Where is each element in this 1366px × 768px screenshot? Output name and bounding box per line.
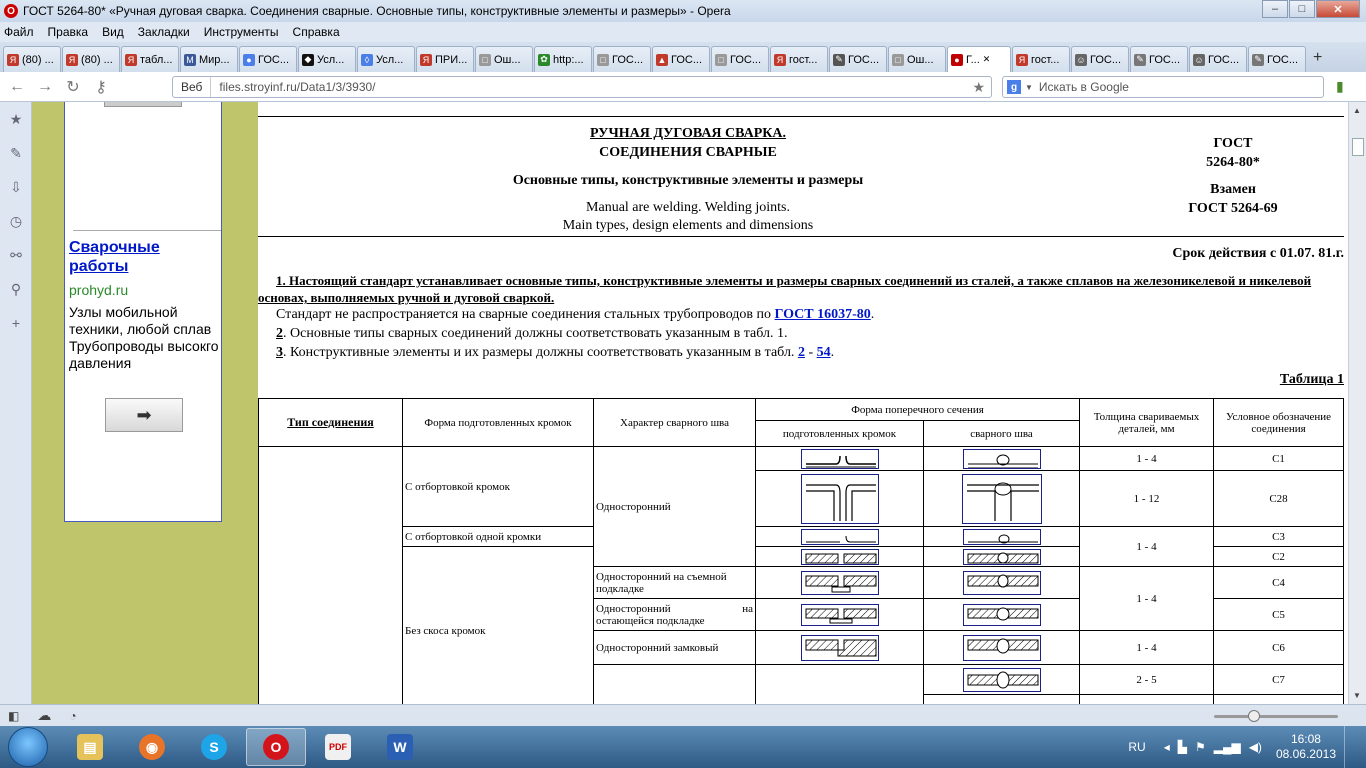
tab-label: (80) ... xyxy=(81,53,113,66)
language-indicator[interactable]: RU xyxy=(1128,740,1146,754)
code-c6: С6 xyxy=(1214,631,1344,665)
header-weld-seam: сварного шва xyxy=(924,421,1080,447)
taskbar-firefox[interactable] xyxy=(122,728,182,766)
url-text[interactable]: files.stroyinf.ru/Data1/3/3930/ xyxy=(219,80,376,94)
menu-edit[interactable]: Правка xyxy=(47,25,89,39)
doc-english-subtitle: Main types, design elements and dimensions xyxy=(562,218,814,233)
gost-number: 5264-80* xyxy=(1206,155,1260,170)
table-label: Таблица 1 xyxy=(1279,372,1344,387)
status-bar xyxy=(0,704,1366,726)
tab-favicon-icon: Я xyxy=(420,54,432,66)
edge-no-bevel: Без скоса кромок xyxy=(403,547,594,705)
clock-time: 16:08 xyxy=(1290,732,1321,746)
olive-margin-right xyxy=(224,102,258,704)
signal-bars-icon[interactable]: ▂▄▆ xyxy=(1213,740,1241,754)
code-c5: С5 xyxy=(1214,599,1344,631)
tab-label: гост... xyxy=(1031,53,1060,66)
seam-lock: Односторонний замковый xyxy=(594,631,756,665)
tab-label: ГОС... xyxy=(1090,53,1122,66)
menu-bar xyxy=(0,22,1366,42)
drawing-edges-c3 xyxy=(801,529,879,545)
header-joint-type: Тип соединения xyxy=(259,399,403,447)
thickness-c3-c2: 1 - 4 xyxy=(1080,527,1214,567)
tab-0[interactable] xyxy=(3,46,61,72)
skype-icon: S xyxy=(201,734,227,760)
clock-date: 08.06.2013 xyxy=(1275,747,1336,761)
tab-favicon-icon: М xyxy=(184,54,196,66)
p4-text: . Конструктивные элементы и их размеры должны соответствовать указанным в табл. xyxy=(283,345,798,360)
tab-4[interactable] xyxy=(239,46,297,72)
tab-favicon-icon: □ xyxy=(597,54,609,66)
drawing-seam-c2 xyxy=(963,549,1041,565)
drawing-seam-c7 xyxy=(963,668,1041,692)
gost-label: ГОСТ xyxy=(1213,136,1253,151)
header-thickness: Толщина свариваемых деталей, мм xyxy=(1080,399,1214,447)
bookmarks-star-icon[interactable]: ★ xyxy=(9,110,23,127)
p4-number: 3 xyxy=(276,345,283,360)
drawing-edges-c2 xyxy=(801,549,879,565)
tab-favicon-icon: Я xyxy=(774,54,786,66)
code-c4: С4 xyxy=(1214,567,1344,599)
tab-18[interactable] xyxy=(1071,46,1129,72)
ad-divider xyxy=(73,230,221,231)
side-panel xyxy=(0,102,32,704)
drawing-seam-c4 xyxy=(963,571,1041,595)
tab-label: ПРИ... xyxy=(435,53,468,66)
tab-9[interactable] xyxy=(534,46,592,72)
table-54-link[interactable]: 54 xyxy=(816,345,831,360)
notes-icon[interactable]: ✎ xyxy=(10,144,22,161)
zoom-slider-knob[interactable] xyxy=(1248,710,1260,722)
search-placeholder[interactable]: Искать в Google xyxy=(1038,80,1129,94)
clock[interactable] xyxy=(1276,732,1336,762)
tab-label: ГОС... xyxy=(612,53,644,66)
paragraph-4: 3. Конструктивные элементы и их размеры должны соответствовать указанным в табл. 2 - 54. xyxy=(276,345,835,360)
tab-favicon-icon: ✎ xyxy=(833,54,845,66)
thickness-c28: 1 - 12 xyxy=(1080,471,1214,527)
tab-close-icon[interactable]: ✕ xyxy=(982,54,991,64)
tab-favicon-icon: ✎ xyxy=(1252,54,1264,66)
tab-1[interactable] xyxy=(62,46,120,72)
validity-date: Срок действия с 01.07. 81.г. xyxy=(1172,246,1344,261)
seam-next-cell xyxy=(924,695,1080,705)
ad-block xyxy=(64,102,222,522)
tab-15[interactable] xyxy=(888,46,946,72)
tab-10[interactable] xyxy=(593,46,651,72)
thickness-c6: 1 - 4 xyxy=(1080,631,1214,665)
taskbar-explorer[interactable] xyxy=(60,728,120,766)
drawing-edges-c1 xyxy=(801,449,879,469)
p3-text: . Основные типы сварных соединений должны соответствовать указанным в табл. 1. xyxy=(283,326,788,341)
drawing-seam-c28 xyxy=(962,474,1042,524)
olive-margin xyxy=(32,102,62,704)
tab-label: гост... xyxy=(789,53,818,66)
tab-label: Ош... xyxy=(494,53,521,66)
tab-label: ГОС... xyxy=(1149,53,1181,66)
search-icon[interactable]: ⚲ xyxy=(10,280,22,297)
start-button[interactable] xyxy=(8,727,48,767)
google-icon[interactable]: g xyxy=(1007,80,1021,94)
thickness-c7: 2 - 5 xyxy=(1080,665,1214,695)
seam-cell-empty xyxy=(594,665,756,705)
paragraph-2: Стандарт не распространяется на сварные соединения стальных трубопроводов по ГОСТ 16037-80. xyxy=(276,307,875,322)
tab-favicon-icon: ● xyxy=(951,54,963,66)
tab-favicon-icon: □ xyxy=(892,54,904,66)
tab-label: ГОС... xyxy=(1267,53,1299,66)
new-tab-button[interactable]: + xyxy=(1313,49,1323,66)
code-c1: С1 xyxy=(1214,447,1344,471)
menu-tools[interactable]: Инструменты xyxy=(203,25,279,39)
pdf-icon: PDF xyxy=(325,734,351,760)
replace-label: Взамен xyxy=(1210,182,1256,197)
joints-table xyxy=(258,398,1344,704)
tab-favicon-icon: Я xyxy=(1016,54,1028,66)
code-c28: С28 xyxy=(1214,471,1344,527)
drawing-seam-c6 xyxy=(963,635,1041,661)
drawing-edges-c6 xyxy=(801,635,879,661)
taskbar-opera[interactable] xyxy=(246,728,306,766)
document-content xyxy=(258,102,1348,704)
tab-label: ГОС... xyxy=(730,53,762,66)
signal-icon: ▮ xyxy=(1336,78,1344,94)
joint-type-cell xyxy=(259,447,403,705)
volume-icon[interactable]: ◀) xyxy=(1248,740,1262,754)
seam-remaining-backing: Односторонний на остающейся подкладке xyxy=(594,599,756,631)
tab-favicon-icon: ✎ xyxy=(1134,54,1146,66)
tab-7[interactable] xyxy=(416,46,474,72)
tab-5[interactable] xyxy=(298,46,356,72)
windows-taskbar xyxy=(0,726,1366,768)
tab-favicon-icon: ▲ xyxy=(657,54,667,65)
header-cross-section: Форма поперечного сечения xyxy=(756,399,1080,421)
tab-16[interactable] xyxy=(947,46,1011,72)
links-icon[interactable]: ⚯ xyxy=(10,246,22,263)
tab-14[interactable] xyxy=(829,46,887,72)
tab-label: http:... xyxy=(553,53,584,66)
back-icon[interactable]: ← xyxy=(9,77,25,95)
search-field[interactable]: g ▼ Искать в Google xyxy=(1002,76,1324,98)
maximize-button[interactable]: □ xyxy=(1289,0,1315,18)
doc-title-line1: РУЧНАЯ ДУГОВАЯ СВАРКА. xyxy=(589,126,787,141)
window-title: ГОСТ 5264-80* «Ручная дуговая сварка. Соединения сварные. Основные типы, конструктивные элементы и размеры» - Opera xyxy=(23,4,731,18)
replace-number: ГОСТ 5264-69 xyxy=(1188,201,1278,216)
tab-19[interactable] xyxy=(1130,46,1188,72)
vertical-scrollbar[interactable]: ▲ ▼ xyxy=(1348,102,1366,704)
ad-title-link[interactable]: Сварочные работы xyxy=(69,239,160,275)
show-desktop-button[interactable] xyxy=(1344,726,1356,768)
bookmark-star-icon[interactable]: ★ xyxy=(972,78,985,95)
panel-toggle-icon[interactable]: ◧ xyxy=(8,708,20,723)
edge-flanged-both: С отбортовкой кромок xyxy=(403,447,594,527)
menu-help[interactable]: Справка xyxy=(292,25,340,39)
header-edge-form: Форма подготовленных кромок xyxy=(403,399,594,447)
paragraph-1: 1. Настоящий стандарт устанавливает основные типы, конструктивные элементы и размеры сварных соединений из сталей, а также сплавов на железоникелевой и никелевой основах, выполняемых ручной и дуговой сваркой. xyxy=(258,273,1312,305)
tab-label: ГОС... xyxy=(671,53,703,66)
opera-icon: O xyxy=(263,734,289,760)
tab-favicon-icon: Я xyxy=(66,54,78,66)
drawing-edges-c4 xyxy=(801,571,879,595)
tab-label: Г... xyxy=(966,53,980,66)
speed-dial-icon[interactable]: ◔ xyxy=(69,708,77,723)
key-icon[interactable]: ⚷ xyxy=(95,78,107,96)
tab-bar xyxy=(0,42,1366,72)
web-mode-label: Веб xyxy=(173,77,211,97)
forward-icon[interactable]: → xyxy=(37,77,53,95)
add-panel-icon[interactable]: + xyxy=(11,315,21,331)
ad-domain[interactable]: prohyd.ru xyxy=(69,282,129,298)
address-bar xyxy=(0,72,1366,102)
tab-favicon-icon: Я xyxy=(7,54,19,66)
tab-8[interactable] xyxy=(475,46,533,72)
code-c2: С2 xyxy=(1214,547,1344,567)
gost-16037-link[interactable]: ГОСТ 16037-80 xyxy=(774,307,871,322)
tab-2[interactable] xyxy=(121,46,179,72)
header-prepared-edges: подготовленных кромок xyxy=(756,421,924,447)
drawing-seam-c3 xyxy=(963,529,1041,545)
reload-icon[interactable]: ↻ xyxy=(66,78,80,96)
p2-text: Стандарт не распространяется на сварные соединения стальных трубопроводов по xyxy=(276,307,775,322)
drawing-seam-c5 xyxy=(963,604,1041,626)
tab-label: Усл... xyxy=(376,53,404,66)
network-icon[interactable]: ▙ xyxy=(1177,740,1187,754)
divider xyxy=(258,236,1344,237)
header-seam-type: Характер сварного шва xyxy=(594,399,756,447)
tab-17[interactable] xyxy=(1012,46,1070,72)
tab-3[interactable] xyxy=(180,46,238,72)
window-titlebar xyxy=(0,0,1366,22)
tab-label: ГОС... xyxy=(848,53,880,66)
drawing-edges-c28 xyxy=(801,474,879,524)
tab-13[interactable] xyxy=(770,46,828,72)
taskbar-skype[interactable] xyxy=(184,728,244,766)
divider xyxy=(258,116,1344,117)
opera-logo-icon: O xyxy=(4,4,18,18)
code-c7: С7 xyxy=(1214,665,1344,695)
taskbar-pdf[interactable] xyxy=(308,728,368,766)
taskbar-word[interactable] xyxy=(370,728,430,766)
table-2-link[interactable]: 2 xyxy=(797,345,805,360)
downloads-icon[interactable]: ⇩ xyxy=(10,178,22,195)
folder-icon: ▤ xyxy=(77,734,103,760)
zoom-slider[interactable] xyxy=(1214,715,1338,718)
doc-subtitle: Основные типы, конструктивные элементы и размеры xyxy=(512,173,864,188)
seam-removable-backing: Односторонний на съемной подкладке xyxy=(594,567,756,599)
tab-label: ГОС... xyxy=(258,53,290,66)
ad-text: Узлы мобильной техники, любой сплав Трубопроводы высокго давления xyxy=(69,304,219,371)
code-c3: С3 xyxy=(1214,527,1344,547)
tab-favicon-icon: □ xyxy=(479,54,491,66)
tab-label: Мир... xyxy=(199,53,230,66)
p3-number: 2 xyxy=(276,326,283,341)
menu-view[interactable]: Вид xyxy=(102,25,124,39)
ad-top-button[interactable] xyxy=(104,102,182,107)
drawing-seam-c1 xyxy=(963,449,1041,469)
word-icon: W xyxy=(387,734,413,760)
drawing-edges-c5 xyxy=(801,604,879,626)
doc-english-title: Manual are welding. Welding joints. xyxy=(586,200,790,215)
tab-6[interactable] xyxy=(357,46,415,72)
tab-label: табл... xyxy=(140,53,173,66)
tab-11[interactable] xyxy=(652,46,710,72)
tab-label: Ош... xyxy=(907,53,934,66)
history-icon[interactable]: ◷ xyxy=(9,212,23,229)
system-tray xyxy=(1128,726,1356,768)
tab-favicon-icon: □ xyxy=(715,54,727,66)
tray-chevron-icon[interactable]: ◂ xyxy=(1163,740,1170,754)
flag-icon[interactable]: ⚑ xyxy=(1194,740,1206,754)
edge-flanged-one: С отбортовкой одной кромки xyxy=(403,527,594,547)
thickness-c1: 1 - 4 xyxy=(1080,447,1214,471)
tab-21[interactable] xyxy=(1248,46,1306,72)
tab-favicon-icon: ◊ xyxy=(361,54,373,66)
tab-favicon-icon: ☺ xyxy=(1194,54,1204,65)
paragraph-3 xyxy=(276,326,788,342)
firefox-icon: ◉ xyxy=(139,734,165,760)
tab-20[interactable] xyxy=(1189,46,1247,72)
ad-arrow-button[interactable]: ➡ xyxy=(105,398,183,432)
scroll-thumb[interactable] xyxy=(1352,138,1364,156)
menu-file[interactable]: Файл xyxy=(4,25,34,39)
tab-label: ГОС... xyxy=(1208,53,1240,66)
cloud-icon[interactable]: ☁ xyxy=(37,707,52,723)
tab-12[interactable] xyxy=(711,46,769,72)
tab-favicon-icon: ✿ xyxy=(538,54,550,66)
menu-bookmarks[interactable]: Закладки xyxy=(137,25,190,39)
thickness-c4-c5: 1 - 4 xyxy=(1080,567,1214,631)
tab-label: (80) ... xyxy=(22,53,54,66)
minimize-button[interactable]: – xyxy=(1262,0,1288,18)
seam-single-sided: Односторонний xyxy=(594,447,756,567)
close-button[interactable]: ✕ xyxy=(1316,0,1360,18)
tab-favicon-icon: ☺ xyxy=(1076,54,1086,65)
tab-label: Усл... xyxy=(317,53,345,66)
tab-favicon-icon: ◆ xyxy=(302,54,314,66)
header-designation: Условное обозначение соединения xyxy=(1214,399,1344,447)
url-field[interactable] xyxy=(172,76,992,98)
edge-drawing-cell-empty xyxy=(756,665,924,705)
tab-favicon-icon: Я xyxy=(125,54,137,66)
doc-title-line2: СОЕДИНЕНИЯ СВАРНЫЕ xyxy=(599,145,777,160)
tab-favicon-icon: ● xyxy=(243,54,255,66)
